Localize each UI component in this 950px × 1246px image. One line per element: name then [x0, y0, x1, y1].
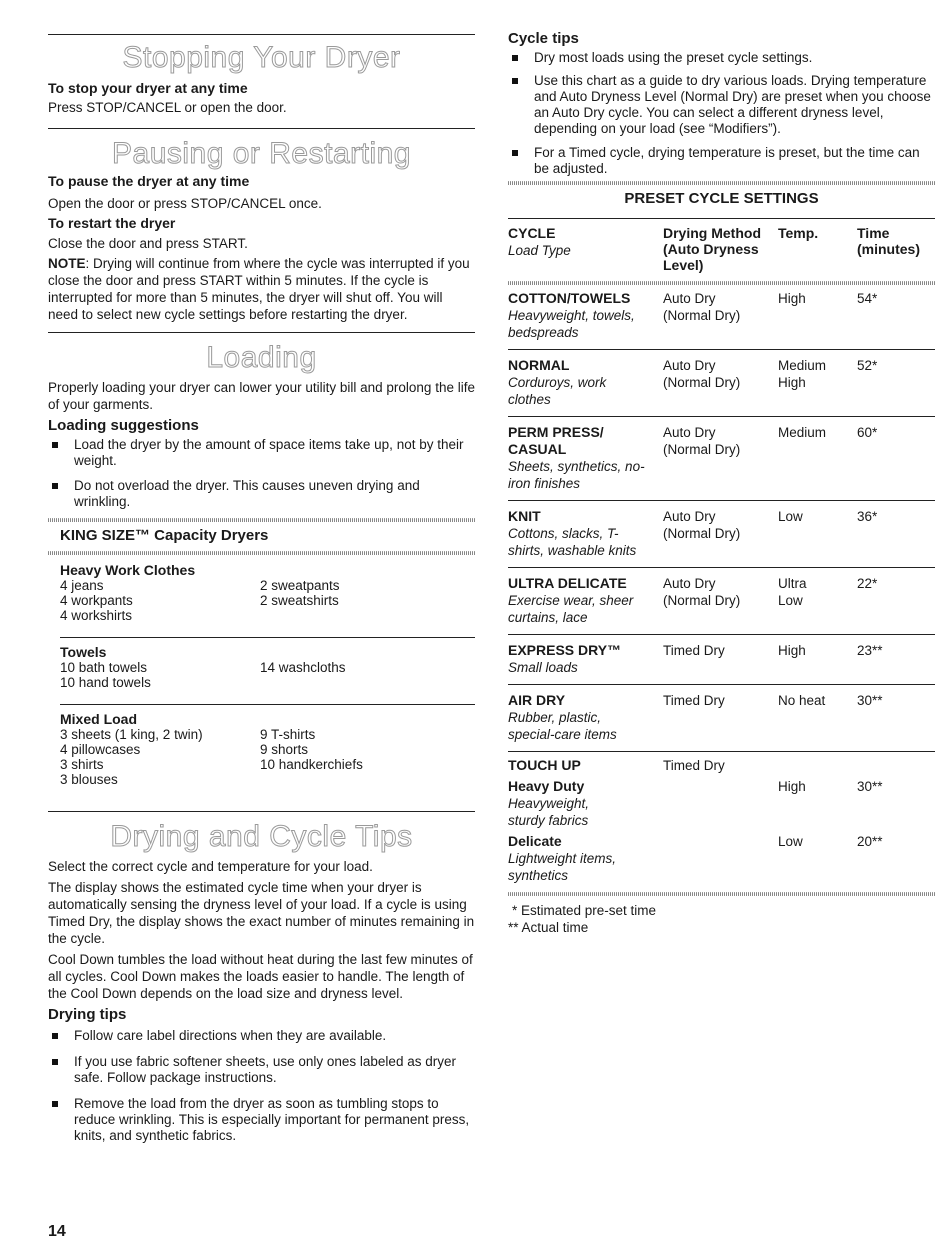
temp-cell: Low [778, 834, 803, 849]
table-row [508, 508, 935, 559]
drying-tips-heading: Drying tips [48, 1006, 127, 1023]
section-title-stopping: Stopping Your Dryer [122, 41, 401, 74]
temp-cell [778, 357, 857, 408]
method-line: Auto Dry [663, 576, 716, 591]
temp-line: High [778, 291, 806, 306]
capacity-group-title: Heavy Work Clothes [60, 562, 196, 578]
bullet-item: If you use fabric softener sheets, use only ones labeled as dryer safe. Follow package instructions. [48, 1054, 475, 1086]
method-cell: Timed Dry [663, 758, 725, 773]
table-row [508, 357, 935, 408]
capacity-row [60, 675, 475, 690]
cycle-cell [508, 833, 663, 884]
time-cell [857, 757, 935, 774]
dotted-rule [508, 281, 935, 285]
bullet-item: Do not overload the dryer. This causes uneven drying and wrinkling. [48, 478, 475, 510]
cycle-load-type: Heavyweight, towels, bedspreads [508, 308, 635, 340]
temp-line: Low [778, 593, 803, 608]
capacity-row [60, 757, 475, 772]
cycle-tips-heading: Cycle tips [508, 30, 579, 47]
table-row-heavy-duty [508, 778, 935, 829]
method-line: Timed Dry [663, 643, 725, 658]
capacity-row [60, 742, 475, 757]
method-cell [663, 575, 778, 626]
rule [60, 704, 475, 705]
rule [48, 128, 475, 129]
capacity-cell: 3 sheets (1 king, 2 twin) [60, 727, 203, 742]
capacity-cell: 4 jeans [60, 578, 104, 593]
cycle-name: PERM PRESS/ CASUAL [508, 424, 604, 457]
note-text: : Drying will continue from where the cycle was interrupted if you close the door and press START within 5 minutes. If the cycle is interrupted for more than 5 minutes, the dryer will shut off. You will need to select new cycle settings before restarting the dryer. [48, 256, 470, 322]
method-line: (Normal Dry) [663, 308, 741, 323]
temp-cell [778, 508, 857, 559]
time-cell: 23** [857, 643, 883, 658]
capacity-cell: 4 pillowcases [60, 742, 141, 757]
temp-cell: High [778, 779, 806, 794]
row-divider [508, 684, 935, 685]
cycle-name: AIR DRY [508, 692, 566, 708]
temp-cell [778, 757, 857, 774]
right-column [508, 0, 935, 936]
preset-table-title: PRESET CYCLE SETTINGS [624, 190, 819, 207]
cycle-name: Heavy Duty [508, 778, 585, 794]
table-row-touchup [508, 757, 935, 774]
preset-cycle-table [508, 225, 935, 936]
note-label: NOTE [48, 256, 86, 271]
time-cell: 20** [857, 834, 883, 849]
capacity-group-heavy [48, 562, 475, 623]
method-line: Timed Dry [663, 693, 725, 708]
stop-heading: To stop your dryer at any time [48, 80, 248, 96]
capacity-cell: 10 bath towels [60, 660, 148, 675]
method-line: Auto Dry [663, 358, 716, 373]
cycle-cell [508, 575, 663, 626]
header-cycle [508, 225, 663, 273]
stop-text: Press STOP/CANCEL or open the door. [48, 100, 287, 115]
method-line: Auto Dry [663, 425, 716, 440]
cycle-load-type: Sheets, synthetics, no-iron finishes [508, 459, 645, 491]
cycle-name: EXPRESS DRY™ [508, 642, 622, 658]
bullet-item: Remove the load from the dryer as soon as tumbling stops to reduce wrinkling. This is especially important for permanent press, knits, and synthetic fabrics. [48, 1096, 475, 1144]
table-row [508, 290, 935, 341]
method-cell [663, 833, 778, 884]
cycle-load-type: Lightweight items, synthetics [508, 851, 617, 883]
table-row-delicate [508, 833, 935, 884]
drying-p1: Select the correct cycle and temperature for your load. [48, 859, 373, 874]
cycle-name: ULTRA DELICATE [508, 575, 627, 591]
dotted-rule [508, 181, 935, 185]
table-header-row [508, 225, 935, 273]
bullet-item: Use this chart as a guide to dry various loads. Drying temperature and Auto Dryness Level (Normal Dry) are preset when you choose an Auto Dry cycle. You can select a different dryness level, depending on your load (see “Modifiers”). [508, 73, 935, 137]
dotted-rule [48, 551, 475, 555]
time-cell: 30** [857, 693, 883, 708]
capacity-row [60, 727, 475, 742]
drying-p3: Cool Down tumbles the load without heat during the last few minutes of all cycles. Cool Down makes the loads easier to handle. The length of the Cool Down depends on the load size and dryness level. [48, 952, 473, 1001]
table-row [508, 642, 935, 676]
loading-suggestions-heading: Loading suggestions [48, 417, 199, 434]
cycle-cell [508, 508, 663, 559]
method-line: (Normal Dry) [663, 526, 741, 541]
footnote-actual: ** Actual time [508, 920, 589, 935]
cycle-name: COTTON/TOWELS [508, 290, 631, 306]
temp-line: High [778, 375, 806, 390]
cycle-cell [508, 642, 663, 676]
rule [48, 34, 475, 35]
loading-bullets [48, 437, 475, 510]
capacity-row [60, 772, 475, 787]
restart-heading: To restart the dryer [48, 215, 176, 231]
pause-heading: To pause the dryer at any time [48, 173, 250, 189]
capacity-cell [260, 608, 475, 623]
temp-line: No heat [778, 693, 826, 708]
footnote-estimated: * Estimated pre-set time [512, 903, 657, 918]
temp-cell [778, 290, 857, 341]
capacity-row [60, 608, 475, 623]
time-cell: 30** [857, 779, 883, 794]
cycle-load-type: Cottons, slacks, T-shirts, washable knits [508, 526, 637, 558]
cycle-cell [508, 357, 663, 408]
capacity-cell: 4 workshirts [60, 608, 133, 623]
header-cycle-label: CYCLE [508, 225, 556, 241]
capacity-cell: 3 shirts [60, 757, 104, 772]
cycle-cell [508, 424, 663, 492]
temp-line: Low [778, 509, 803, 524]
row-divider [508, 416, 935, 417]
row-divider [508, 349, 935, 350]
restart-text: Close the door and press START. [48, 236, 248, 251]
left-column [48, 0, 475, 1144]
cycle-load-type: Corduroys, work clothes [508, 375, 607, 407]
table-row [508, 424, 935, 492]
pause-text: Open the door or press STOP/CANCEL once. [48, 196, 322, 211]
cycle-load-type: Rubber, plastic, special-care items [508, 710, 617, 742]
capacity-cell [260, 772, 475, 787]
capacity-group-towels [48, 644, 475, 690]
cycle-load-type: Exercise wear, sheer curtains, lace [508, 593, 634, 625]
temp-line: High [778, 643, 806, 658]
temp-line: Ultra [778, 576, 807, 591]
method-cell [663, 778, 778, 829]
cycle-name: Delicate [508, 833, 562, 849]
temp-line: Medium [778, 425, 827, 440]
method-cell [663, 357, 778, 408]
header-temp: Temp. [778, 225, 819, 241]
method-cell [663, 692, 778, 743]
temp-cell [778, 642, 857, 676]
dotted-rule [508, 892, 935, 896]
capacity-cell: 10 handkerchiefs [260, 757, 363, 772]
cycle-cell [508, 290, 663, 341]
capacity-group-title: Towels [60, 644, 107, 660]
capacity-cell: 9 shorts [260, 742, 309, 757]
method-line: (Normal Dry) [663, 375, 741, 390]
rule [508, 218, 935, 219]
drying-tips-list [48, 1028, 475, 1144]
header-time: Time (minutes) [857, 225, 920, 257]
bullet-item: Load the dryer by the amount of space items take up, not by their weight. [48, 437, 475, 469]
time-cell: 60* [857, 425, 878, 440]
temp-cell [778, 692, 857, 743]
method-cell [663, 424, 778, 492]
method-cell [663, 642, 778, 676]
bullet-item: For a Timed cycle, drying temperature is preset, but the time can be adjusted. [508, 145, 935, 177]
capacity-row [60, 578, 475, 593]
cycle-load-type: Small loads [508, 660, 578, 675]
capacity-group-mixed [48, 711, 475, 787]
rule [60, 637, 475, 638]
cycle-name: NORMAL [508, 357, 570, 373]
capacity-cell: 4 workpants [60, 593, 133, 608]
row-divider [508, 751, 935, 752]
section-title-drying: Drying and Cycle Tips [110, 820, 413, 853]
capacity-cell: 9 T-shirts [260, 727, 316, 742]
time-cell: 52* [857, 358, 878, 373]
capacity-cell: 10 hand towels [60, 675, 151, 690]
section-title-loading: Loading [206, 341, 317, 374]
preset-rows [508, 290, 935, 752]
table-row [508, 575, 935, 626]
capacity-cell: 2 sweatpants [260, 578, 340, 593]
cycle-cell [508, 757, 663, 774]
table-row [508, 692, 935, 743]
capacity-cell: 3 blouses [60, 772, 118, 787]
header-drying-method: Drying Method (Auto Dryness Level) [663, 225, 761, 273]
capacity-row [60, 593, 475, 608]
method-cell [663, 290, 778, 341]
row-divider [508, 500, 935, 501]
page-number: 14 [48, 1223, 66, 1240]
cycle-cell [508, 778, 663, 829]
rule [48, 811, 475, 812]
temp-line: Medium [778, 358, 827, 373]
row-divider [508, 634, 935, 635]
bullet-item: Dry most loads using the preset cycle settings. [508, 50, 935, 66]
temp-cell [778, 424, 857, 492]
cycle-tips-list [508, 50, 935, 177]
dotted-rule [48, 518, 475, 522]
method-line: Auto Dry [663, 291, 716, 306]
method-line: Auto Dry [663, 509, 716, 524]
time-cell: 54* [857, 291, 878, 306]
capacity-row [60, 660, 475, 675]
method-line: (Normal Dry) [663, 593, 741, 608]
section-title-pausing: Pausing or Restarting [112, 137, 411, 170]
loading-intro: Properly loading your dryer can lower your utility bill and prolong the life of your garments. [48, 380, 475, 412]
capacity-cell: 2 sweatshirts [260, 593, 339, 608]
capacity-heading: KING SIZE™ Capacity Dryers [60, 527, 269, 544]
drying-p2: The display shows the estimated cycle time when your dryer is automatically sensing the dryness level of your load. If a cycle is using Timed Dry, the display shows the exact number of minutes remaining in the cycle. [48, 880, 475, 946]
capacity-cell [260, 675, 475, 690]
note-paragraph [48, 255, 475, 323]
header-load-type: Load Type [508, 243, 571, 258]
cycle-name: TOUCH UP [508, 757, 581, 773]
method-line: (Normal Dry) [663, 442, 741, 457]
capacity-group-title: Mixed Load [60, 711, 138, 727]
row-divider [508, 567, 935, 568]
time-cell: 36* [857, 509, 878, 524]
capacity-cell: 14 washcloths [260, 660, 346, 675]
cycle-name: KNIT [508, 508, 541, 524]
rule [48, 332, 475, 333]
cycle-load-type: Heavyweight, sturdy fabrics [508, 796, 590, 828]
method-cell [663, 508, 778, 559]
time-cell: 22* [857, 576, 878, 591]
bullet-item: Follow care label directions when they are available. [48, 1028, 475, 1044]
cycle-cell [508, 692, 663, 743]
temp-cell [778, 575, 857, 626]
